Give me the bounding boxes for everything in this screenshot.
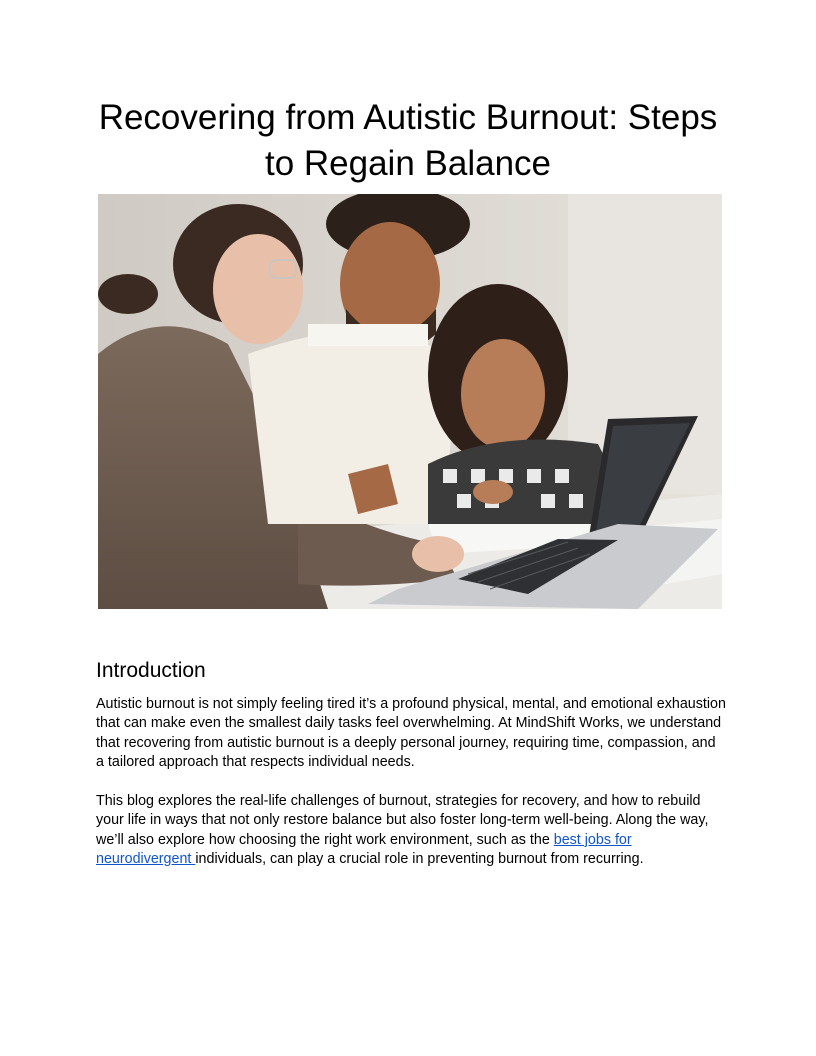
best-jobs-neurodivergent-link[interactable]: best jobs for neurodivergent: [96, 831, 632, 868]
intro-paragraph-2: [96, 792, 726, 870]
photo-illustration: [98, 194, 722, 609]
hero-photo: [98, 194, 722, 609]
paragraph-2-text-after-link: individuals, can play a crucial role in preventing burnout from recurring.: [195, 851, 644, 868]
intro-paragraph-1: Autistic burnout is not simply feeling tired it’s a profound physical, mental, and emotional exhaustion that can make even the smallest daily tasks feel overwhelming. At MindShift Works, we understand that recovering from autistic burnout is a deeply personal journey, requiring time, compassion, and a tailored approach that respects individual needs.: [96, 696, 726, 771]
section-heading-introduction: Introduction: [96, 659, 206, 682]
paragraph-2-text-before-link: This blog explores the real-life challenges of burnout, strategies for recovery, and how to rebuild your life in ways that not only restore balance but also foster long-term well-being. Along the way, we’ll also explore how choosing the right work environment, such as the: [96, 793, 709, 848]
document-title: Recovering from Autistic Burnout: Steps to Regain Balance: [98, 98, 718, 183]
